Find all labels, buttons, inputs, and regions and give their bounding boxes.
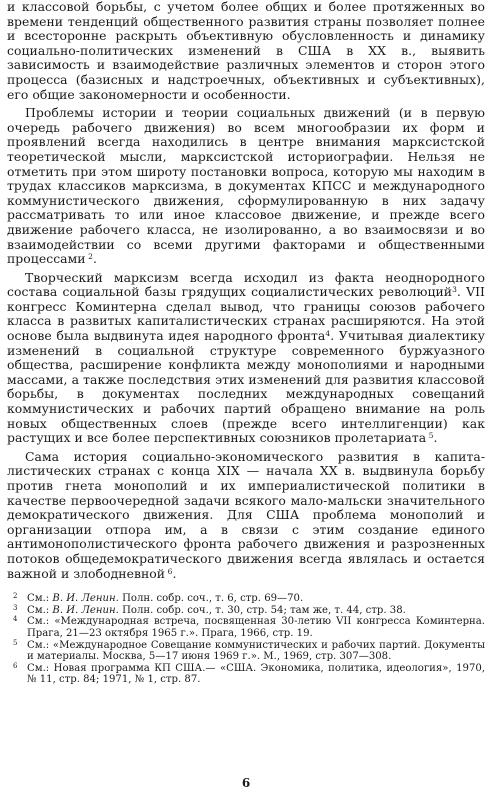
footnote-text: См.: <box>27 604 53 616</box>
footnote-author: В. И. Ленин. <box>52 593 119 605</box>
footnote-number: 2 <box>13 592 18 601</box>
footnote-ref: 3 <box>452 285 457 295</box>
paragraph-text: и классовой борьбы, с учетом более общих и более протяженных во времени тенденций общественного развития страны позволяет полнее и всесторонне раскрыть объективную обусловленность и динамику социально-политических изменений в США в XX в., выявить зависимость и взаимодействие различных элементов и сторон этого процесса (базисных и надстроечных, объективных и субъективных), его общие закономерности и особенности. <box>7 0 485 102</box>
footnote-ref: 4 <box>325 329 331 339</box>
footnote-author: В. И. Ленин. <box>52 604 119 616</box>
footnotes <box>7 593 485 686</box>
footnote-4 <box>7 616 485 639</box>
footnote-text: Полн. собр. соч., т. 30, стр. 54; там же, т. 44, стр. 38. <box>118 604 406 616</box>
paragraph-text: Творческий марксизм всегда исходил из факта неоднородного состава социальной базы грядущих социалистических революций <box>7 269 485 300</box>
footnote-text: См.: <box>27 593 53 605</box>
footnote-text: См.: «Международное Совещание коммунистических и рабочих партий. Документы и материалы. Москва, 5—17 июня 1969 г.». М., 1969, стр. 307—308. <box>27 639 485 663</box>
footnote-number: 5 <box>13 638 18 647</box>
footnote-ref: 2 <box>88 252 93 262</box>
paragraph-text: Проблемы истории и теории социальных движений (и в первую очередь рабочего движения) во всем многообразии их форм и проявлений всегда находились в центре внимания марксистской теоретической мысли, марксистской историографии. Нельзя не отметить при этом широту постановки вопроса, которую мы находим в трудах классиков марксизма, в документах КПСС и международного коммунистического движения, сформулированную в них задачу рассматривать то или иное классовое движение, и прежде всего движение рабочего класса, не изолированно, а во взаимосвязи и во взаимодействии со всеми другими факторами и общественными процессами <box>7 105 485 267</box>
footnote-ref: 6 <box>167 566 173 576</box>
paragraph-3: Творческий марксизм всегда исходил из факта неоднородного состава социальной базы грядущих социалистических революций$^3$. VII конгресс Коминтерна сделал вывод, что границы союзов рабочего класса в развитых капиталистических странах расширяются. На этой основе была выдвинута идея народного фронта$^4$. Учитывая диалектику изменений в социальной структуре современного буржуазного общества, расширение конфликта между монополиями и народными массами, а также последствия этих изменений для развития классовой борьбы, в документах последних международных совещаний коммунистических и рабочих партий обращено внимание на роль новых общественных слоев (прежде всего интеллигенции) как растущих и все более перспективных союзников пролетариата $^5$. <box>7 269 485 446</box>
footnote-5 <box>7 640 485 663</box>
footnote-2 <box>7 593 485 605</box>
footnote-number: 3 <box>13 603 18 612</box>
footnote-text: См.: Новая программа КП США.— «США. Экономика, политика, идеология», 1970, № 11, стр. 84; 1971, № 1, стр. 87. <box>27 662 485 686</box>
footnote-number: 6 <box>13 661 18 670</box>
paragraph-1 <box>7 0 485 102</box>
paragraph-text: Сама история социально-экономического развития в капиталистических странах с конца XIX — начала XX в. выдвинула борьбу против гнета монополий и их империалистической политики в качестве первоочередной задачи всякого мало-мальски значительного демократического движения. Для США проблема монополий и организации отпора им, а в связи с этим создание единого антимонополистического фронта рабочего движения и разрозненных потоков общедемократического движения всегда являлась и остается важной и злободневной <box>7 448 485 581</box>
footnote-3 <box>7 605 485 617</box>
page-number: 6 <box>241 776 251 790</box>
footnote-number: 4 <box>13 615 18 624</box>
paragraph-2: Проблемы истории и теории социальных движений (и в первую очередь рабочего движения) во всем многообразии их форм и проявлений всегда находились в центре внимания марксистской теоретической мысли, марксистской историографии. Нельзя не отметить при этом широту постановки вопроса, которую мы находим в трудах классиков марксизма, в документах КПСС и международного коммунистического движения, сформулированную в них задачу рассматривать то или иное классовое движение, и прежде всего движение рабочего класса, не изолированно, а во взаимосвязи и во взаимодействии со всеми другими факторами и общественными процессами $^2$. <box>7 105 485 267</box>
footnote-ref: 5 <box>428 431 434 441</box>
footnote-text: См.: «Международная встреча, посвященная 30-летию VII конгресса Коминтерна. Прага, 21—23 октября 1965 г.». Прага, 1966, стр. 19. <box>27 616 485 639</box>
footnote-6 <box>7 663 485 686</box>
paragraph-text: VII конгресс Коминтерна сделал вывод, что границы союзов рабочего класса в развитых капиталистических странах расширяются. На этой основе была выдвинута идея народного фронта <box>7 284 485 344</box>
main-text <box>7 0 485 581</box>
paragraph-text: Учитывая диалектику изменений в социальной структуре современного буржуазного общества, расширение конфликта между монополиями и народными массами, а также последствия этих изменений для развития классовой борьбы, в документах последних международных совещаний коммунистических и рабочих партий обращено внимание на роль новых общественных слоев (прежде всего интеллигенции) как растущих и все более перспективных союзников пролетариата <box>7 328 485 446</box>
paragraph-4: Сама история социально-экономического развития в капиталистических странах с конца XIX — начала XX в. выдвинула борьбу против гнета монополий и их империалистической политики в качестве первоочередной задачи всякого мало-мальски значительного демократического движения. Для США проблема монополий и организации отпора им, а в связи с этим создание единого антимонополистического фронта рабочего движения и разрозненных потоков общедемократического движения всегда являлась и остается важной и злободневной $^6$. <box>7 448 485 581</box>
footnote-text: Полн. собр. соч., т. 6, стр. 69—70. <box>118 593 304 605</box>
book-page <box>7 0 485 800</box>
